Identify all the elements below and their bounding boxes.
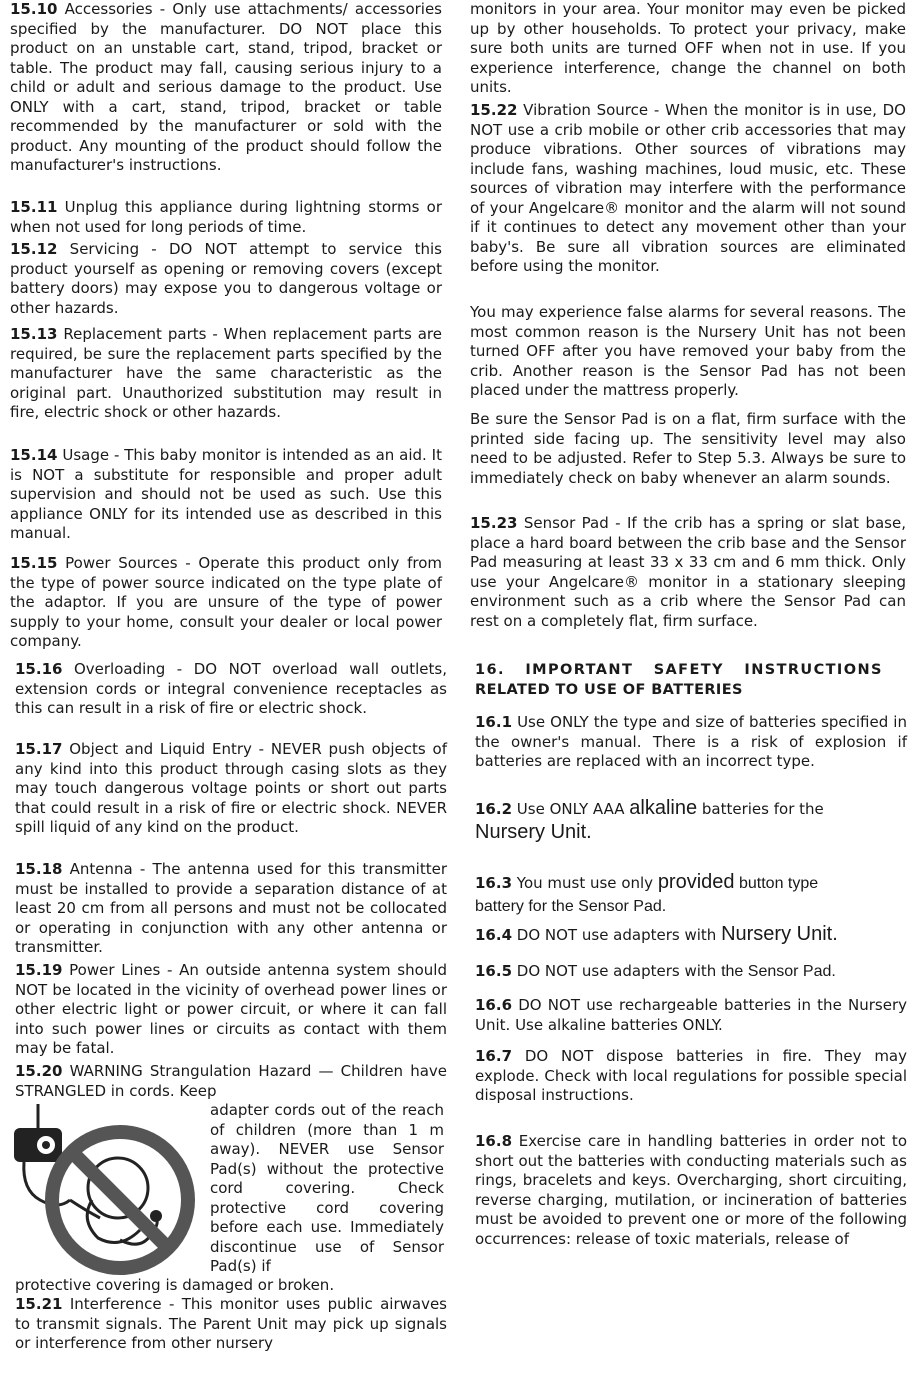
section-15-11: 15.11 Unplug this appliance during lightning storms or when not used for long periods of time.	[10, 198, 442, 236]
section-16-2: 16.2 Use ONLY AAA alkaline batteries for the Nursery Unit.	[475, 797, 824, 843]
section-15-17: 15.17 Object and Liquid Entry - NEVER push objects of any kind into this product through casing slots as they may touch dangerous voltage points or short out parts that could result in a risk of fire or electric shock. NEVER spill liquid of any kind on the product.	[15, 740, 447, 836]
section-15-23: 15.23 Sensor Pad - If the crib has a spring or slat base, place a hard board between the crib base and the Sensor Pad measuring at least 33 x 33 cm and 6 mm thick. Only use your Angelcare® monitor in a stationary sleeping environment such as a crib where the Sensor Pad can rest on a completely flat, firm surface.	[470, 514, 906, 630]
section-16-8: 16.8 Exercise care in handling batteries in order not to short out the batteries with conducting materials such as rings, bracelets and keys. Overcharging, short circuiting, reverse charging, mutilation, or incineration of batteries must be avoided to prevent one or more of the following occurrences: release of toxic materials, release of	[475, 1132, 907, 1248]
section-15-14: 15.14 Usage - This baby monitor is intended as an aid. It is NOT a substitute for responsible and proper adult supervision and should not be used as such. Use this appliance ONLY for its intended use as described in this manual.	[10, 446, 442, 542]
section-15-21-continued: monitors in your area. Your monitor may even be picked up by other households. To protect your privacy, make sure both units are turned OFF when not in use. If you experience interference, change the channel on both units.	[470, 0, 906, 96]
section-15-15: 15.15 Power Sources - Operate this product only from the type of power source indicated on the type plate of the adaptor. If you are unsure of the type of power supply to your home, consult your dealer or local power company.	[10, 554, 442, 650]
section-16-heading-line2: RELATED TO USE OF BATTERIES	[475, 681, 743, 698]
section-16-3: 16.3 You must use only provided button type battery for the Sensor Pad.	[475, 871, 819, 915]
section-16-4: 16.4 DO NOT use adapters with Nursery Unit.	[475, 923, 838, 945]
section-15-21: 15.21 Interference - This monitor uses public airwaves to transmit signals. The Parent Unit may pick up signals or interference from other nursery	[15, 1295, 447, 1352]
section-15-20-wrapped: adapter cords out of the reach of children (more than 1 m away). NEVER use Sensor Pad(s) without the protective cord covering. Check protective cord covering before each use. Immediately discontinue use of Sensor Pad(s) if	[210, 1101, 444, 1275]
false-alarm-paragraph: You may experience false alarms for several reasons. The most common reason is the Nursery Unit has not been turned OFF after you have removed your baby from the crib. Another reason is the Sensor Pad has not been placed under the mattress properly.	[470, 303, 906, 399]
section-15-20-intro: 15.20 WARNING Strangulation Hazard — Children have STRANGLED in cords. Keep	[15, 1062, 447, 1100]
section-15-18: 15.18 Antenna - The antenna used for this transmitter must be installed to provide a separation distance of at least 20 cm from all persons and must not be collocated or operating in conjunction with any other antenna or transmitter.	[15, 860, 447, 956]
section-15-19: 15.19 Power Lines - An outside antenna system should NOT be located in the vicinity of overhead power lines or other electric light or power circuit, or where it can fall into such power lines or circuits as contact with them may be fatal.	[15, 961, 447, 1057]
section-16-heading-line1: 16. IMPORTANT SAFETY INSTRUCTIONS	[475, 662, 883, 678]
section-15-13: 15.13 Replacement parts - When replacement parts are required, be sure the replacement parts specified by the manufacturer have the same characteristic as the original part. Unauthorized substitution may result in fire, electric shock or other hazards.	[10, 325, 442, 421]
section-16-6: 16.6 DO NOT use rechargeable batteries in the Nursery Unit. Use alkaline batteries ONLY.	[475, 996, 907, 1034]
section-16-heading	[475, 661, 911, 700]
no-baby-near-cord-icon	[10, 1100, 210, 1278]
section-15-20-end: protective covering is damaged or broken.	[15, 1276, 335, 1294]
section-16-7: 16.7 DO NOT dispose batteries in fire. They may explode. Check with local regulations for possible special disposal instructions.	[475, 1047, 907, 1104]
sensor-pad-placement-paragraph: Be sure the Sensor Pad is on a flat, firm surface with the printed side facing up. The sensitivity level may also need to be adjusted. Refer to Step 5.3. Always be sure to immediately check on baby whenever an alarm sounds.	[470, 410, 906, 487]
section-16-5: 16.5 DO NOT use adapters with the Sensor Pad.	[475, 962, 836, 980]
section-15-22: 15.22 Vibration Source - When the monitor is in use, DO NOT use a crib mobile or other crib accessories that may produce vibrations. Other sources of vibrations may include fans, washing machines, loud music, etc. These sources of vibration may interfere with the performance of your Angelcare® monitor and the alarm will not sound if it continues to detect any movement other than your baby's. Be sure all vibration sources are eliminated before using the monitor.	[470, 101, 906, 275]
section-16-1: 16.1 Use ONLY the type and size of batteries specified in the owner's manual. There is a risk of explosion if batteries are replaced with an incorrect type.	[475, 713, 907, 770]
section-15-10: 15.10 Accessories - Only use attachments/ accessories specified by the manufacturer. DO NOT place this product on an unstable cart, stand, tripod, bracket or table. The product may fall, causing serious injury to a child or adult and serious damage to the product. Use ONLY with a cart, stand, tripod, bracket or table recommended by the manufacturer or sold with the product. Any mounting of the product should follow the manufacturer's instructions.	[10, 0, 442, 174]
section-15-16: 15.16 Overloading - DO NOT overload wall outlets, extension cords or integral convenience receptacles as this can result in a risk of fire or electric shock.	[15, 660, 447, 717]
section-15-12: 15.12 Servicing - DO NOT attempt to service this product yourself as opening or removing covers (except battery doors) may expose you to dangerous voltage or other hazards.	[10, 240, 442, 317]
